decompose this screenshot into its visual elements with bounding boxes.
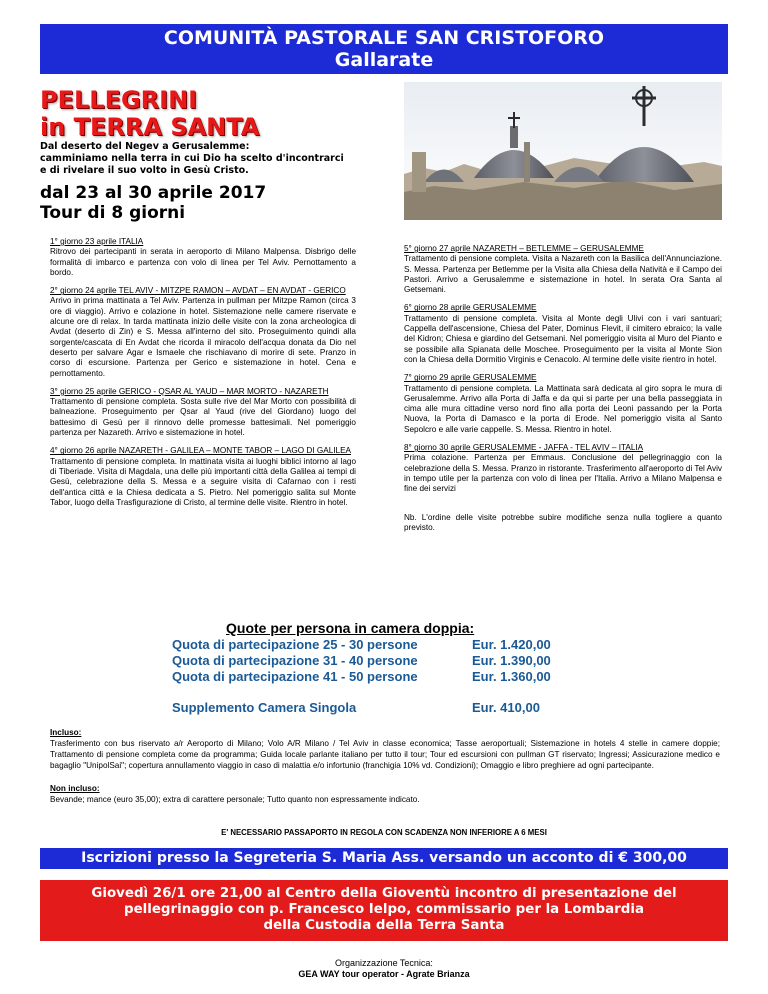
day-8-heading: 8° giorno 30 aprile GERUSALEMME - JAFFA - TEL AVIV – ITALIA: [404, 443, 644, 453]
quote-label-1: Quota di partecipazione 25 - 30 persone: [172, 637, 418, 652]
meeting-line-3: della Custodia della Terra Santa: [263, 918, 505, 933]
tour-length: Tour di 8 giorni: [40, 203, 186, 223]
footer-line-2: GEA WAY tour operator - Agrate Brianza: [298, 969, 470, 979]
included-text: Trasferimento con bus riservato a/r Aeroporto di Milano; Volo A/R Milano / Tel Aviv in classe economica; Tasse aeroportuali; Sistemazione in hotels 4 stelle in camere doppie; Trattamento di pensione completa come da programma; Guida locale parlante italiano per tutto il tour; Tour ed escursioni con pullman GT riservato; Ingressi; Assicurazione medico e bagaglio "UnipolSai"; copertura annullamento viaggio in caso di malattia e/o infortunio (franchigia 10% vd. Condizioni); Omaggio e libro preghiere ad ogni partecipante.: [50, 739, 720, 770]
day-4: [50, 446, 356, 508]
day-4-text: Trattamento di pensione completa. In mattinata visita ai luoghi biblici intorno al lago di Tiberiade. Visita di Magdala, una delle più importanti città della Galilea ai tempi di Gesù, celebrazione della S. Messa e a seguire visita di Cafarnao con i resti dell'antica città e la Chiesa dedicata a S. Pietro. Nel pomeriggio salita sul Monte Tabor, luogo della Trasfigurazione di Cristo, al termine delle visite. Rientro in hotel.: [50, 456, 356, 507]
meeting-line-2: pellegrinaggio con p. Francesco Ielpo, commissario per la Lombardia: [123, 902, 644, 917]
header-banner: [40, 24, 728, 74]
day-5-heading: 5° giorno 27 aprile NAZARETH – BETLEMME – GERUSALEMME: [404, 244, 644, 253]
single-supplement-label: Supplemento Camera Singola: [172, 700, 357, 715]
day-2-text: Arrivo in prima mattinata a Tel Aviv. Partenza in pullman per Mitzpe Ramon (circa 3 ore di viaggio). Arrivo e colazione in hotel. Sistemazione nelle camere riservate e alcune ore di relax. In tarda mattinata inizio delle visite con la zona archeologica di Avdat (deserto di Zin) e S. Messa all'interno del sito. Proseguimento quindi alla sorgente/cascata di En Avdat che ricorda il miracolo dell'acqua donata da Dio nel deserto per salvare Agar e Ismaele che rischiavano di morire di sete. Pranzo in corso di escursione. Partenza per Gerico e sistemazione in hotel. Cena e pernottamento.: [50, 296, 356, 378]
title-line-1: PELLEGRINI: [40, 86, 198, 114]
itinerary-right-column: [404, 244, 722, 541]
meeting-line-1: Giovedì 26/1 ore 21,00 al Centro della Gioventù incontro di presentazione del: [91, 886, 677, 901]
day-2-heading: 2° giorno 24 aprile TEL AVIV - MITZPE RAMON – AVDAT – EN AVDAT - GERICO: [50, 286, 346, 296]
passport-notice: E' NECESSARIO PASSAPORTO IN REGOLA CON SCADENZA NON INFERIORE A 6 MESI: [221, 828, 547, 837]
day-6-heading: 6° giorno 28 aprile GERUSALEMME: [404, 303, 537, 313]
day-8-text: Prima colazione. Partenza per Emmaus. Conclusione del pellegrinaggio con la celebrazione della S. Messa. Pranzo in ristorante. Trasferimento all'aeroporto di Tel Aviv in tempo utile per la partenza con volo di linea per l'Italia. Arrivo a Milano Malpensa e fine dei servizi: [404, 453, 723, 494]
day-7: [404, 373, 722, 435]
day-6: [404, 303, 722, 365]
not-included-label: Non incluso:: [50, 784, 100, 793]
day-1: [50, 237, 356, 278]
itinerary-left-column: [50, 237, 356, 516]
day-2: [50, 286, 356, 379]
quote-value-2: Eur. 1.390,00: [472, 653, 551, 668]
quote-value-3: Eur. 1.360,00: [472, 669, 551, 684]
subtitle: [40, 141, 380, 177]
day-1-heading: 1° giorno 23 aprile ITALIA: [50, 237, 144, 246]
day-1-text: Ritrovo dei partecipanti in serata in aeroporto di Milano Malpensa. Disbrigo delle formalità di imbarco e partenza con volo di linea per Tel Aviv. Pernottamento a bordo.: [50, 247, 356, 277]
day-6-text: Trattamento di pensione completa. Visita al Monte degli Ulivi con i vari santuari; Cappella dell'ascensione, Chiesa del Pater, Dominus Flevit, il cimitero ebraico; la valle del Kidron; Chiesa e giardino del Getsemani. Nel pomeriggio visita al Muro del Pianto e se possibile alla Spianata delle Moschee. Proseguimento per la visita al Monte Sion con la Chiesa della Dormitio Virginis e Cenacolo. Al termine delle visite rientro in hotel.: [404, 313, 722, 364]
day-8: [404, 443, 722, 494]
jerusalem-domes-photo: [404, 82, 722, 220]
quote-label-3: Quota di partecipazione 41 - 50 persone: [172, 669, 418, 684]
not-included-text: Bevande; mance (euro 35,00); extra di carattere personale; Tutto quanto non espressamente indicato.: [50, 795, 420, 804]
meeting-banner: [40, 880, 728, 941]
quote-label-2: Quota di partecipazione 31 - 40 persone: [172, 653, 418, 668]
day-5: [404, 244, 722, 295]
parish-name: COMUNITÀ PASTORALE SAN CRISTOFORO: [163, 27, 605, 49]
day-3-heading: 3° giorno 25 aprile GERICO - QSAR AL YAUD – MAR MORTO - NAZARETH: [50, 386, 329, 396]
footer-line-1: Organizzazione Tecnica:: [335, 958, 433, 968]
footer: [0, 958, 768, 980]
subtitle-line-1: Dal deserto del Negev a Gerusalemme:: [40, 141, 250, 152]
date-range: dal 23 al 30 aprile 2017: [40, 183, 267, 203]
page-title: [40, 87, 259, 141]
day-3-text: Trattamento di pensione completa. Sosta sulle rive del Mar Morto con possibilità di balneazione. Proseguimento per Qsar al Yaud (rive del Giordano) luogo del battesimo di Gesù per il rinnovo delle promesse battesimali. Nel pomeriggio partenza per Nazareth. Arrivo e sistemazione in hotel.: [50, 397, 356, 438]
subtitle-line-2: camminiamo nella terra in cui Dio ha scelto d'incontrarci: [40, 153, 344, 164]
itinerary-note: Nb. L'ordine delle visite potrebbe subire modifiche senza nulla togliere a quanto previsto.: [404, 512, 722, 532]
day-7-text: Trattamento di pensione completa. La Mattinata sarà dedicata al giro sopra le mura di Gerusalemme. Arrivo alla Porta di Jaffa e da qui si parte per una bella passeggiata in cima alle mura cittadine verso nord fino alla porta dei Leoni passando per la Porta Nuova, la Porta di Damasco e la porta di Erode. Nel pomeriggio visita al Santo Sepolcro e alle varie cappelle. S. Messa. Rientro in hotel.: [404, 383, 722, 434]
trip-dates: [40, 183, 266, 223]
included-section: [50, 727, 720, 805]
day-4-heading: 4° giorno 26 aprile NAZARETH - GALILEA – MONTE TABOR – LAGO DI GALILEA: [50, 446, 352, 456]
title-line-2: in TERRA SANTA: [40, 113, 260, 141]
included-label: Incluso:: [50, 728, 82, 737]
subtitle-line-3: e di rivelare il suo volto in Gesù Cristo.: [40, 165, 249, 176]
day-5-text: Trattamento di pensione completa. Visita a Nazareth con la Basilica dell'Annunciazione. S. Messa. Partenza per Betlemme per la Visita alla Chiesa della Natività e il Campo dei Pastori. Arrivo a Gerusalemme e sistemazione in hotel. In serata Ora Santa al Getsemani.: [404, 254, 722, 295]
single-supplement-value: Eur. 410,00: [472, 700, 540, 715]
day-7-heading: 7° giorno 29 aprile GERUSALEMME: [404, 373, 537, 383]
quote-value-1: Eur. 1.420,00: [472, 637, 551, 652]
quotes-title: Quote per persona in camera doppia:: [226, 620, 475, 636]
city-name: Gallarate: [334, 49, 434, 71]
enrollment-banner: Iscrizioni presso la Segreteria S. Maria Ass. versando un acconto di € 300,00: [40, 848, 728, 869]
day-3: [50, 387, 356, 438]
